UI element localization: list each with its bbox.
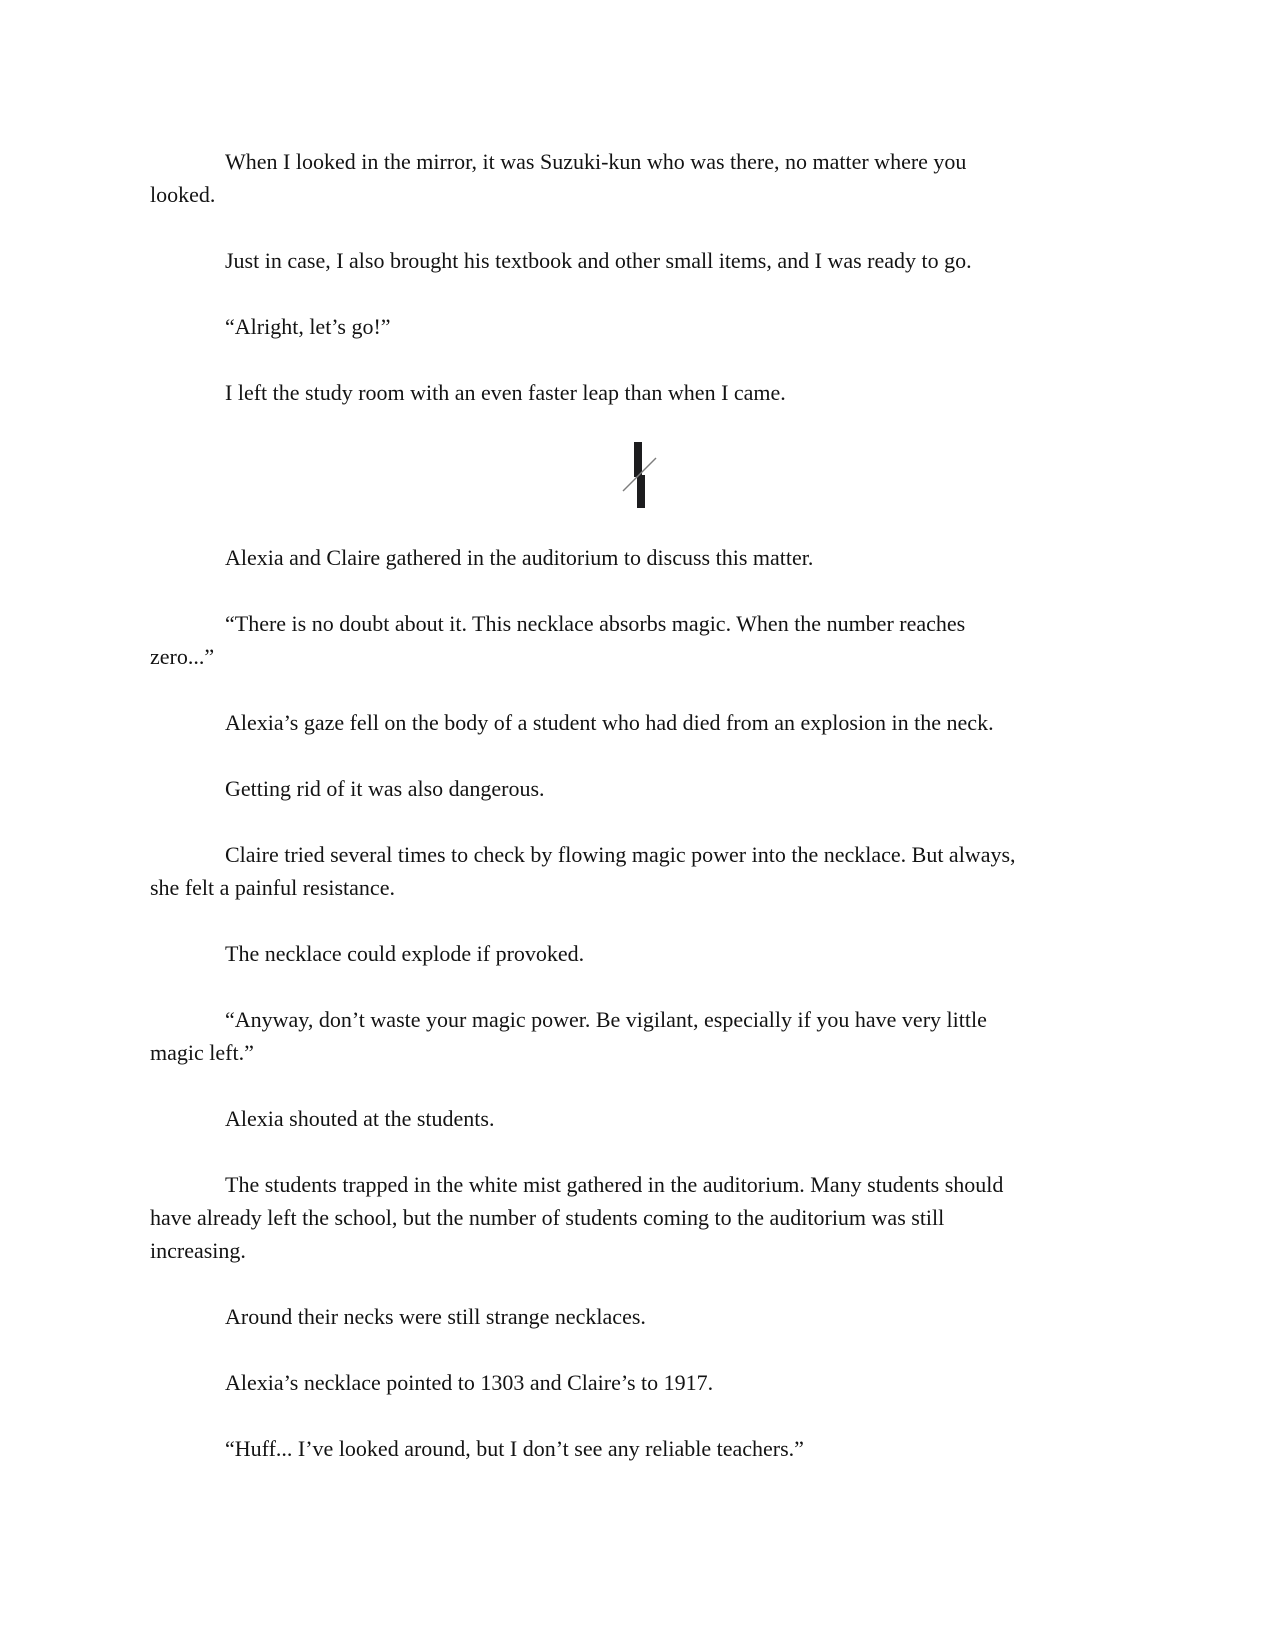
paragraph bbox=[150, 706, 1125, 739]
text-line: Just in case, I also brought his textbook and other small items, and I was ready to go. bbox=[225, 248, 972, 273]
text-line: “Huff... I’ve looked around, but I don’t see any reliable teachers.” bbox=[225, 1436, 804, 1461]
paragraph bbox=[150, 937, 1125, 970]
scene-break-icon bbox=[618, 442, 658, 508]
text-line: she felt a painful resistance. bbox=[150, 875, 395, 900]
paragraph bbox=[150, 1168, 1125, 1267]
page-content bbox=[150, 145, 1125, 1498]
paragraph bbox=[150, 244, 1125, 277]
text-line: Alexia’s necklace pointed to 1303 and Claire’s to 1917. bbox=[225, 1370, 714, 1395]
paragraph bbox=[150, 1432, 1125, 1465]
paragraph bbox=[150, 838, 1125, 904]
text-line: Claire tried several times to check by flowing magic power into the necklace. But always, bbox=[225, 842, 1016, 867]
paragraph bbox=[150, 607, 1125, 673]
text-line: Around their necks were still strange necklaces. bbox=[225, 1304, 646, 1329]
text-line: increasing. bbox=[150, 1238, 246, 1263]
text-line: Alexia and Claire gathered in the auditorium to discuss this matter. bbox=[225, 545, 814, 570]
text-line: Alexia’s gaze fell on the body of a student who had died from an explosion in the neck. bbox=[225, 710, 994, 735]
text-line: The necklace could explode if provoked. bbox=[225, 941, 585, 966]
text-line: “Alright, let’s go!” bbox=[225, 314, 391, 339]
scene-break-divider bbox=[150, 442, 1125, 508]
text-line: “There is no doubt about it. This necklace absorbs magic. When the number reaches bbox=[225, 611, 966, 636]
paragraph bbox=[150, 376, 1125, 409]
text-line: looked. bbox=[150, 182, 216, 207]
text-line: magic left.” bbox=[150, 1040, 254, 1065]
paragraph bbox=[150, 772, 1125, 805]
paragraph bbox=[150, 1366, 1125, 1399]
text-line: have already left the school, but the number of students coming to the auditorium was still bbox=[150, 1205, 945, 1230]
text-line: Alexia shouted at the students. bbox=[225, 1106, 495, 1131]
paragraph bbox=[150, 145, 1125, 211]
paragraph bbox=[150, 1102, 1125, 1135]
paragraph bbox=[150, 541, 1125, 574]
text-line: When I looked in the mirror, it was Suzuki-kun who was there, no matter where you bbox=[225, 149, 967, 174]
paragraph bbox=[150, 310, 1125, 343]
text-line: zero...” bbox=[150, 644, 215, 669]
paragraph bbox=[150, 1300, 1125, 1333]
text-line: I left the study room with an even faster leap than when I came. bbox=[225, 380, 786, 405]
text-line: Getting rid of it was also dangerous. bbox=[225, 776, 545, 801]
text-line: The students trapped in the white mist gathered in the auditorium. Many students should bbox=[225, 1172, 1004, 1197]
paragraph bbox=[150, 1003, 1125, 1069]
text-line: “Anyway, don’t waste your magic power. Be vigilant, especially if you have very little bbox=[225, 1007, 987, 1032]
